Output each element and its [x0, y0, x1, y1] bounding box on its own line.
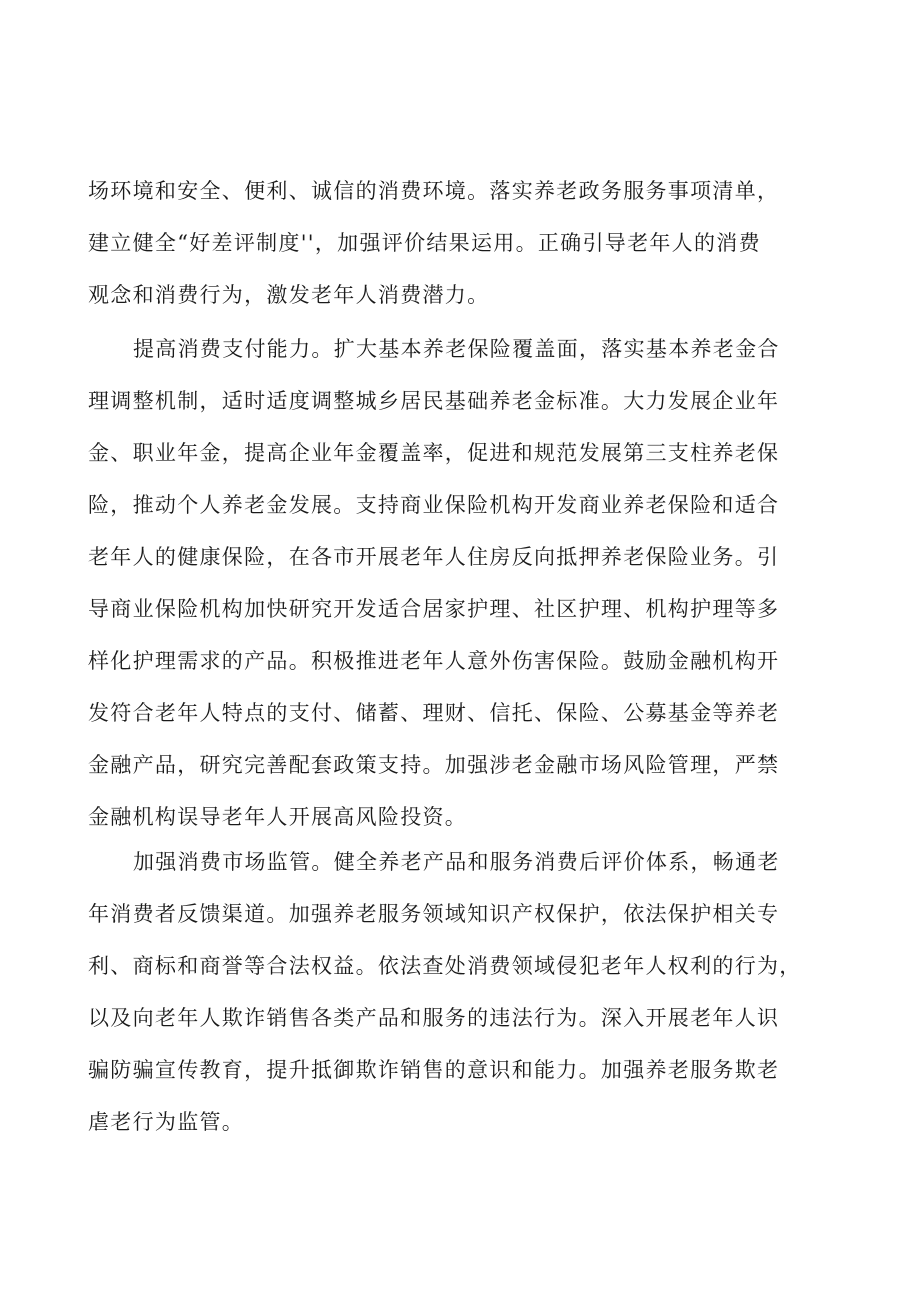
text-line: 导商业保险机构加快研究开发适合居家护理、社区护理、机构护理等多 [88, 597, 780, 621]
paragraph-consumption-payment [88, 323, 824, 843]
text-line: 加强消费市场监管。健全养老产品和服务消费后评价体系，畅通老 [133, 850, 780, 874]
text-line: 理调整机制，适时适度调整城乡居民基础养老金标准。大力发展企业年 [88, 389, 780, 413]
text-line: 金融产品，研究完善配套政策支持。加强涉老金融市场风险管理，严禁 [88, 753, 780, 777]
text-line: 金、职业年金，提高企业年金覆盖率，促进和规范发展第三支柱养老保 [88, 441, 780, 465]
text-line: 险，推动个人养老金发展。支持商业保险机构开发商业养老保险和适合 [88, 493, 780, 517]
text-line: 建立健全“好差评制度''，加强评价结果运用。正确引导老年人的消费 [88, 231, 761, 255]
text-line: 样化护理需求的产品。积极推进老年人意外伤害保险。鼓励金融机构开 [88, 649, 780, 673]
text-line: 金融机构误导老年人开展高风险投资。 [88, 805, 468, 829]
text-line: 利、商标和商誉等合法权益。依法查处消费领域侵犯老年人权利的行为， [88, 954, 802, 978]
text-line: 骗防骗宣传教育，提升抵御欺诈销售的意识和能力。加强养老服务欺老 [88, 1058, 780, 1082]
paragraph-continuation [88, 165, 824, 321]
paragraph-market-supervision [88, 836, 824, 1148]
text-line: 以及向老年人欺诈销售各类产品和服务的违法行为。深入开展老年人识 [88, 1006, 780, 1030]
text-line: 提高消费支付能力。扩大基本养老保险覆盖面，落实基本养老金合 [133, 337, 780, 361]
text-line: 年消费者反馈渠道。加强养老服务领域知识产权保护，依法保护相关专 [88, 902, 780, 926]
text-line: 发符合老年人特点的支付、储蓄、理财、信托、保险、公募基金等养老 [88, 701, 780, 725]
text-line: 虐老行为监管。 [88, 1110, 245, 1134]
text-line: 场环境和安全、便利、诚信的消费环境。落实养老政务服务事项清单， [88, 179, 780, 203]
text-line: 观念和消费行为，激发老年人消费潜力。 [88, 283, 490, 307]
text-line: 老年人的健康保险，在各市开展老年人住房反向抵押养老保险业务。引 [88, 545, 780, 569]
